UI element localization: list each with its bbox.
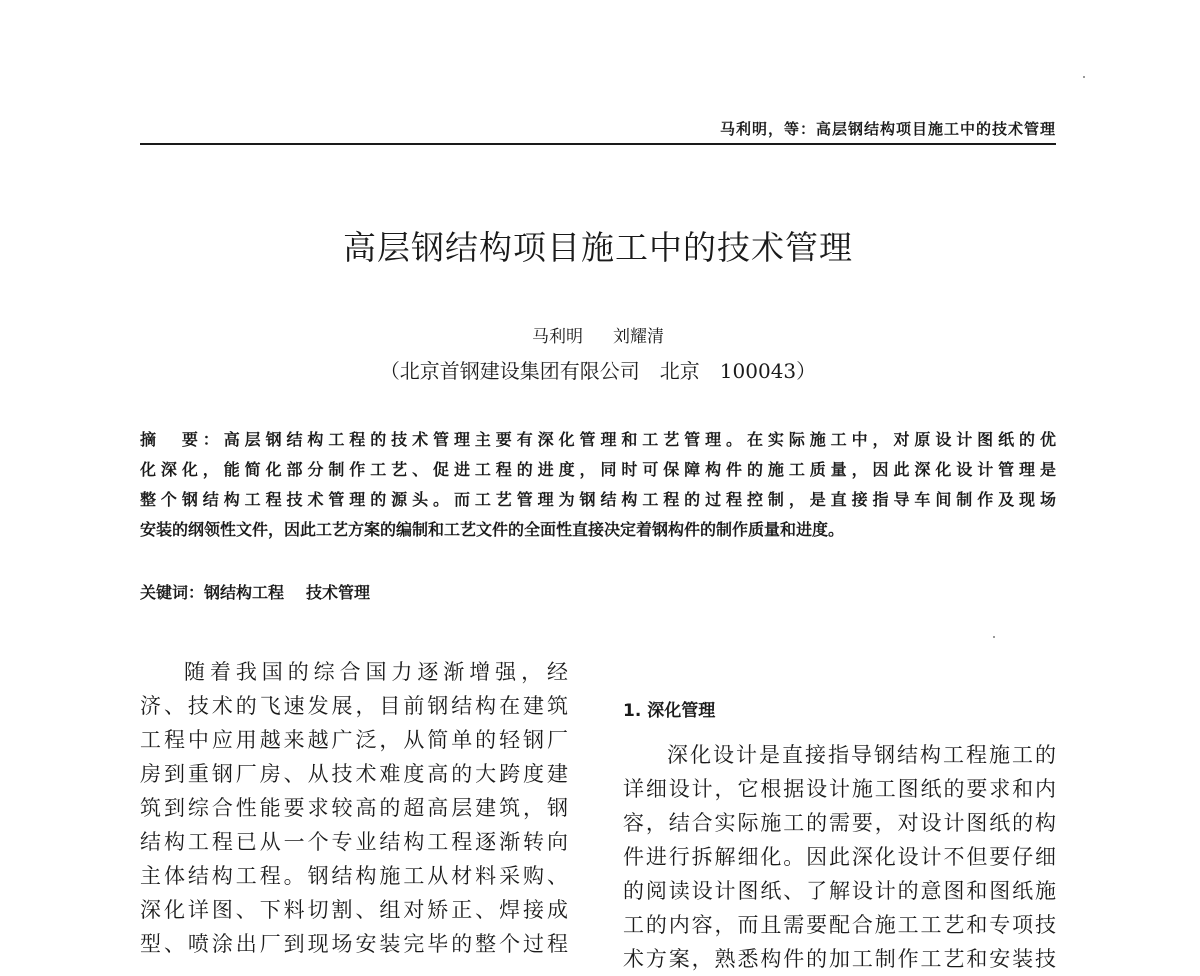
body-line: 深化详图、下料切割、组对矫正、焊接成 bbox=[140, 898, 568, 922]
paper-title: 高层钢结构项目施工中的技术管理 bbox=[343, 228, 853, 267]
body-line: 济、技术的飞速发展，目前钢结构在建筑 bbox=[140, 694, 568, 718]
running-head: 马利明，等：高层钢结构项目施工中的技术管理 bbox=[719, 120, 1056, 138]
abstract bbox=[140, 425, 1056, 545]
author-name: 马利明 bbox=[532, 327, 583, 347]
body-column-right bbox=[623, 738, 1056, 976]
authors bbox=[140, 322, 1056, 347]
abstract-text: 高层钢结构工程的技术管理主要有深化管理和工艺管理。在实际施工中，对原设计图纸的优 bbox=[223, 430, 1056, 449]
author-name: 刘耀清 bbox=[613, 327, 664, 347]
abstract-line: 安装的纲领性文件，因此工艺方案的编制和工艺文件的全面性直接决定着钢构件的制作质量和进度。 bbox=[140, 520, 845, 539]
keywords-label: 关键词： bbox=[140, 583, 205, 602]
body-line: 型、喷涂出厂到现场安装完毕的整个过程 bbox=[140, 932, 568, 956]
body-line: 件进行拆解细化。因此深化设计不但要仔细 bbox=[623, 845, 1056, 869]
keyword: 技术管理 bbox=[306, 583, 371, 602]
body-line: 深化设计是直接指导钢结构工程施工的 bbox=[667, 743, 1056, 767]
body-line: 的阅读设计图纸、了解设计的意图和图纸施 bbox=[623, 879, 1056, 903]
body-line: 筑到综合性能要求较高的超高层建筑，钢 bbox=[140, 796, 568, 820]
abstract-line bbox=[140, 425, 1056, 455]
scan-speck bbox=[993, 636, 995, 638]
body-line: 容，结合实际施工的需要，对设计图纸的构 bbox=[623, 811, 1056, 835]
abstract-line: 化深化，能简化部分制作工艺、促进工程的进度，同时可保障构件的施工质量，因此深化设计管理是 bbox=[140, 460, 1056, 479]
abstract-label: 摘 要： bbox=[140, 430, 224, 449]
body-line: 详细设计，它根据设计施工图纸的要求和内 bbox=[623, 777, 1056, 801]
body-column-left bbox=[140, 655, 568, 961]
body-line: 房到重钢厂房、从技术难度高的大跨度建 bbox=[140, 762, 568, 786]
affiliation: （北京首钢建设集团有限公司 北京 100043） bbox=[379, 359, 817, 383]
body-line: 结构工程已从一个专业结构工程逐渐转向 bbox=[140, 830, 568, 854]
body-line: 工程中应用越来越广泛，从简单的轻钢厂 bbox=[140, 728, 568, 752]
keyword: 钢结构工程 bbox=[204, 583, 285, 602]
body-line: 主体结构工程。钢结构施工从材料采购、 bbox=[140, 864, 568, 888]
header-rule bbox=[140, 143, 1056, 145]
body-line: 工的内容，而且需要配合施工工艺和专项技 bbox=[623, 913, 1056, 937]
scan-speck bbox=[1083, 76, 1085, 78]
abstract-line: 整个钢结构工程技术管理的源头。而工艺管理为钢结构工程的过程控制，是直接指导车间制作及现场 bbox=[140, 490, 1056, 509]
keywords bbox=[140, 580, 370, 603]
body-line: 随着我国的综合国力逐渐增强，经 bbox=[184, 660, 568, 684]
section-heading: 1. 深化管理 bbox=[623, 701, 716, 721]
body-line: 术方案，熟悉构件的加工制作工艺和安装技 bbox=[623, 947, 1056, 971]
